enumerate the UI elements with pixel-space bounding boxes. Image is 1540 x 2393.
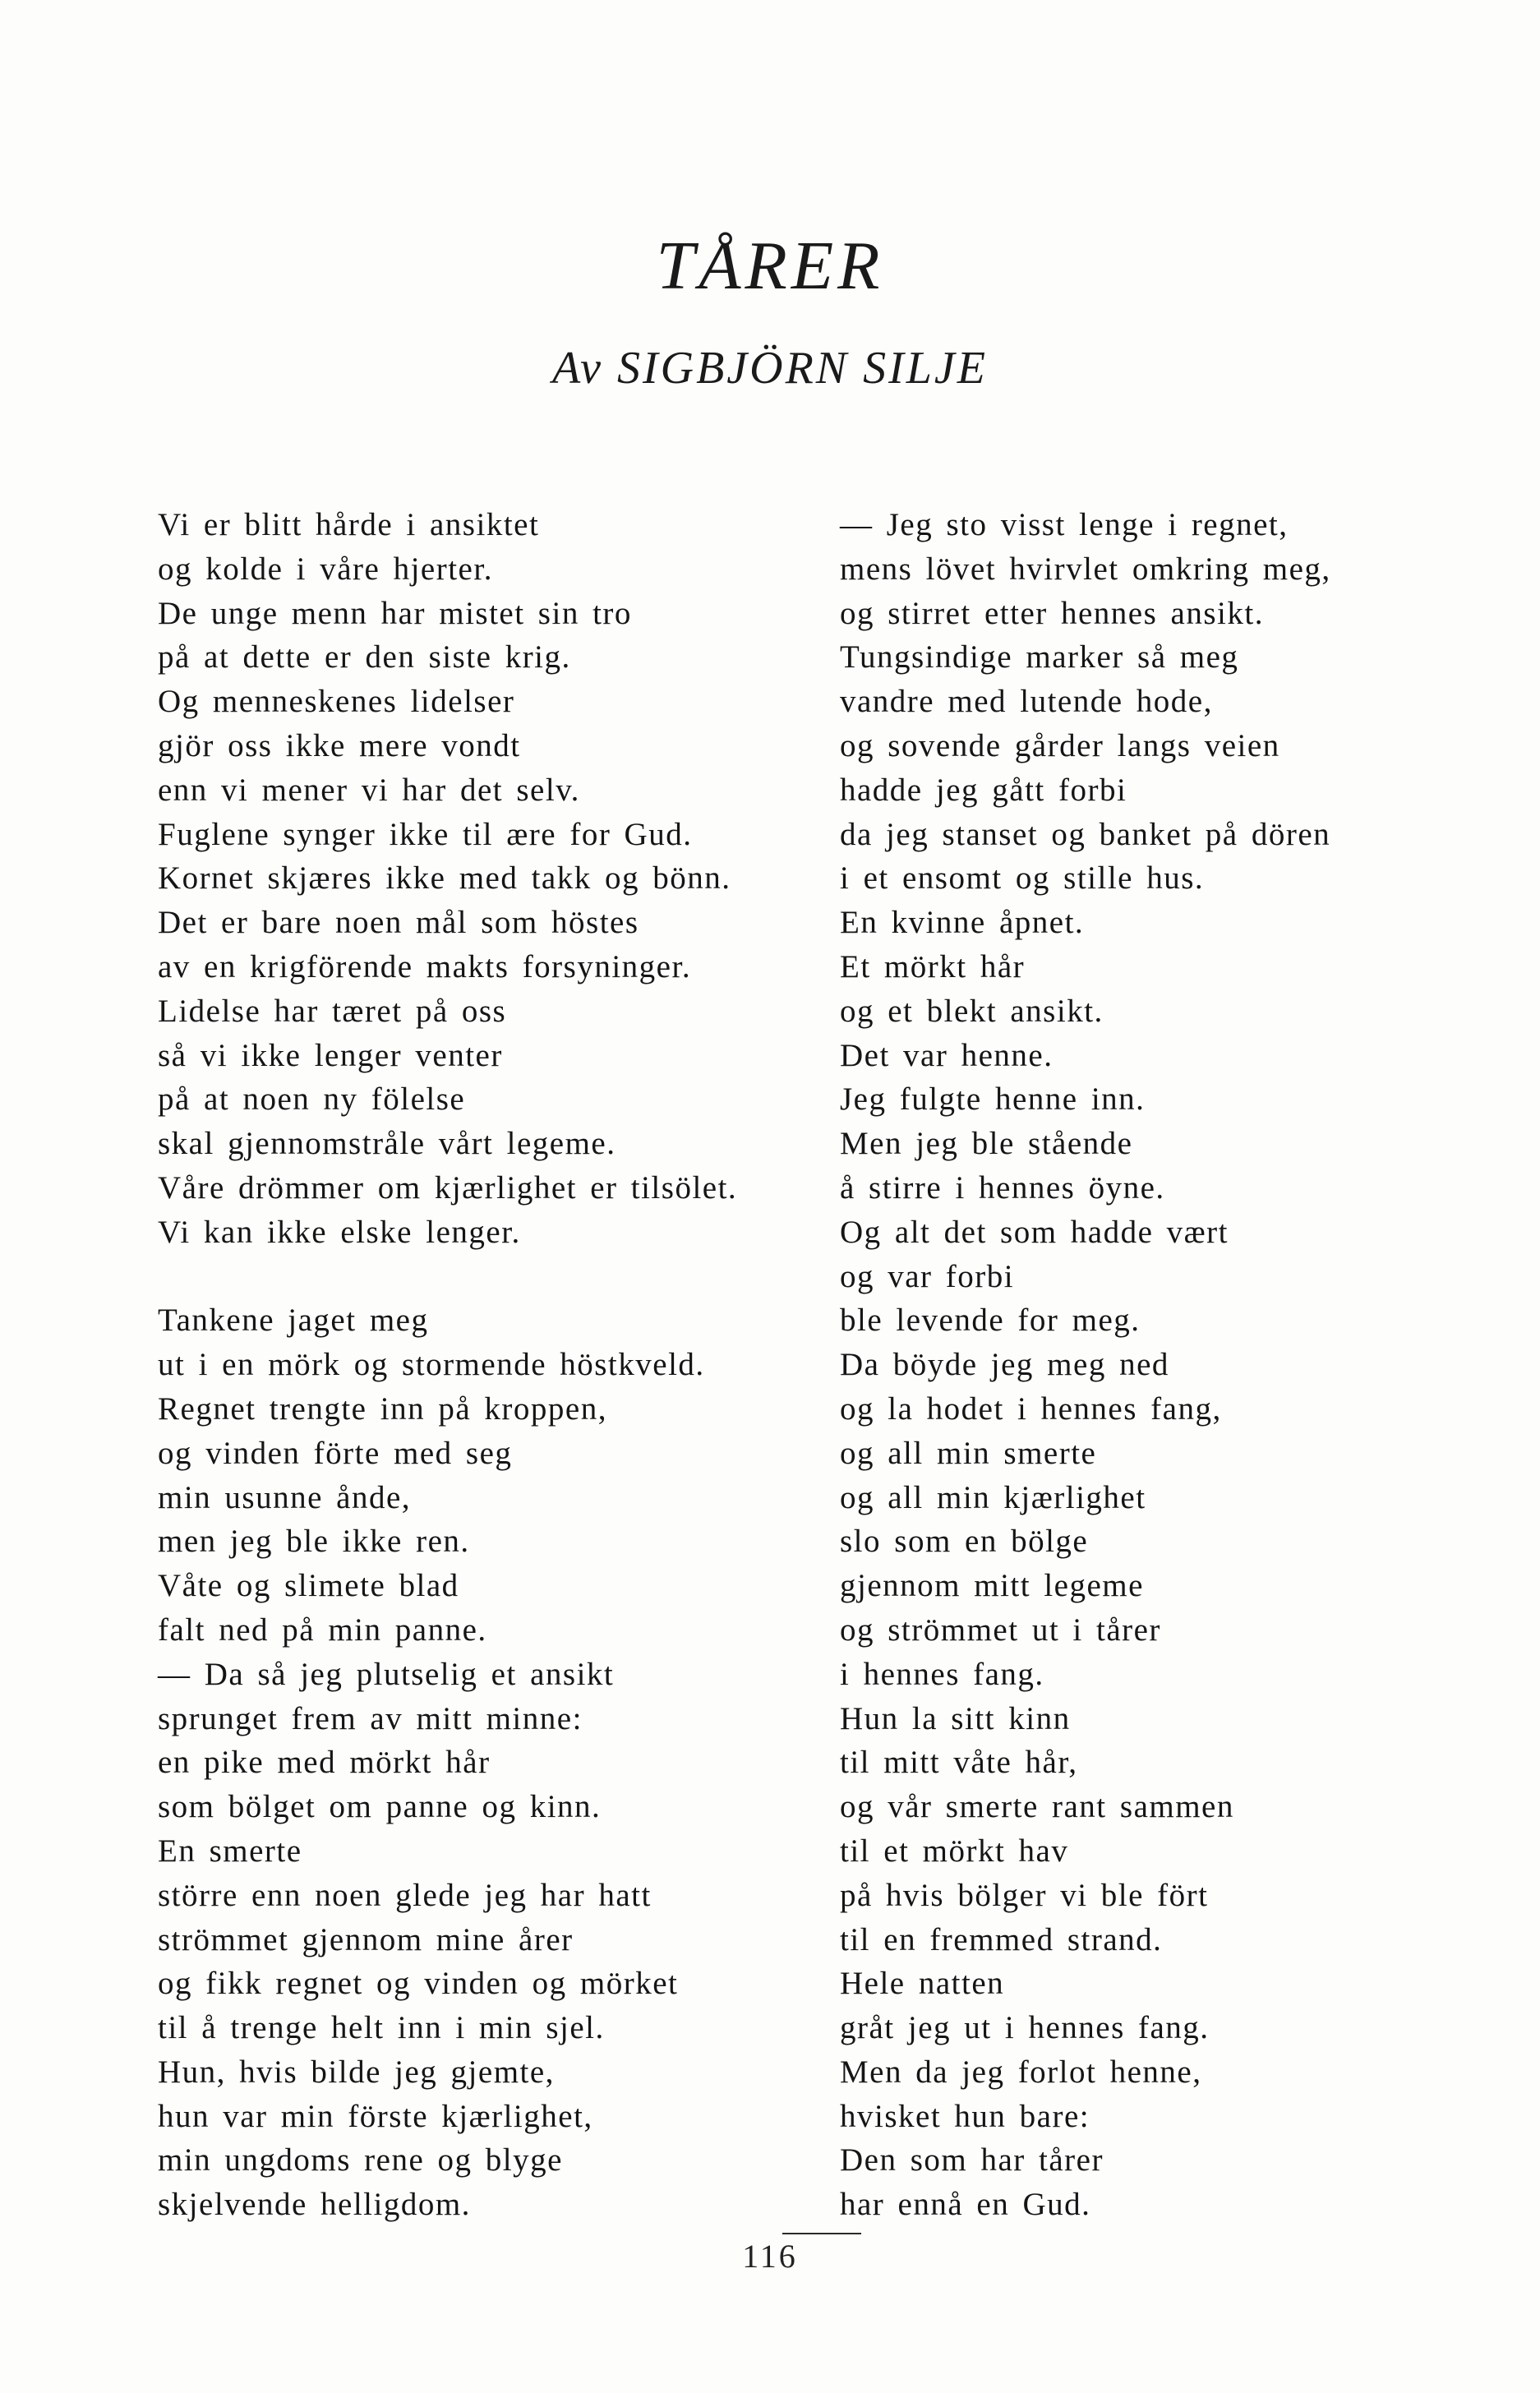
poem-line: min usunne ånde,: [158, 1479, 412, 1515]
poem-line: falt ned på min panne.: [158, 1611, 487, 1648]
poem-line: og kolde i våre hjerter.: [158, 551, 493, 587]
poem-line: Det er bare noen mål som höstes: [158, 905, 639, 941]
poem-line: Da böyde jeg meg ned: [840, 1347, 1169, 1383]
poem-line: i hennes fang.: [840, 1656, 1044, 1692]
poem-line: til et mörkt hav: [840, 1833, 1069, 1869]
poem-line: Våre drömmer om kjærlighet er tilsölet.: [158, 1169, 738, 1206]
poem-line: i et ensomt og stille hus.: [840, 860, 1205, 897]
poem-line: og strömmet ut i tårer: [840, 1611, 1161, 1648]
poem-line: og fikk regnet og vinden og mörket: [158, 1966, 679, 2002]
poem-line: til å trenge helt inn i min sjel.: [158, 2010, 605, 2046]
poem-line: hvisket hun bare:: [840, 2098, 1090, 2134]
poem-line: Den som har tårer: [840, 2142, 1104, 2179]
poem-line: De unge menn har mistet sin tro: [158, 595, 632, 631]
poem-line: av en krigförende makts forsyninger.: [158, 948, 692, 984]
poem-line: og vår smerte rant sammen: [840, 1789, 1234, 1825]
poem-line: enn vi mener vi har det selv.: [158, 772, 580, 808]
poem-line: Det var henne.: [840, 1037, 1054, 1073]
poem-line: på at noen ny fölelse: [158, 1081, 466, 1118]
stanza-break: [158, 1255, 832, 1299]
poem-right-column: [840, 503, 1497, 2227]
poem-line: — Da så jeg plutselig et ansikt: [158, 1656, 615, 1692]
poem-line: Fuglene synger ikke til ære for Gud.: [158, 816, 693, 852]
page-number: 116: [742, 2238, 798, 2275]
poem-line: men jeg ble ikke ren.: [158, 1524, 470, 1560]
poem-line: vandre med lutende hode,: [840, 684, 1213, 720]
poem-line: Vi er blitt hårde i ansiktet: [158, 507, 540, 542]
poem-line: mens lövet hvirvlet omkring meg,: [840, 551, 1331, 587]
poem-line: Vi kan ikke elske lenger.: [158, 1214, 521, 1250]
poem-line: har ennå en Gud.: [840, 2187, 1091, 2223]
poem-line: Hun la sitt kinn: [840, 1700, 1071, 1736]
poem-line: da jeg stanset og banket på dören: [840, 816, 1331, 852]
poem-line: ut i en mörk og stormende höstkveld.: [158, 1347, 705, 1383]
poem-line: og et blekt ansikt.: [840, 993, 1104, 1029]
poem-line: skal gjennomstråle vårt legeme.: [158, 1126, 616, 1162]
poem-line: Jeg fulgte henne inn.: [840, 1081, 1146, 1118]
poem-line: og vinden förte med seg: [158, 1435, 513, 1471]
poem-line: å stirre i hennes öyne.: [840, 1169, 1165, 1206]
poem-line: hadde jeg gått forbi: [840, 772, 1127, 808]
poem-line: — Jeg sto visst lenge i regnet,: [840, 507, 1289, 542]
page-number-rule: [782, 2233, 861, 2234]
poem-line: gjör oss ikke mere vondt: [158, 727, 521, 763]
poem-line: Kornet skjæres ikke med takk og bönn.: [158, 860, 731, 897]
poem-line: og all min kjærlighet: [840, 1479, 1146, 1515]
poem-line: Og menneskenes lidelser: [158, 684, 515, 720]
poem-line: Tungsindige marker så meg: [840, 639, 1239, 675]
poem-line: Tankene jaget meg: [158, 1303, 429, 1339]
poem-line: til mitt våte hår,: [840, 1745, 1078, 1781]
poem-line: En smerte: [158, 1833, 302, 1869]
poem-line: og var forbi: [840, 1258, 1015, 1294]
poem-line: til en fremmed strand.: [840, 1921, 1163, 1957]
poem-line: Regnet trengte inn på kroppen,: [158, 1390, 607, 1427]
poem-line: gråt jeg ut i hennes fang.: [840, 2010, 1210, 2046]
poem-line: på hvis bölger vi ble fört: [840, 1877, 1209, 1913]
poem-line: på at dette er den siste krig.: [158, 639, 571, 675]
poem-line: og stirret etter hennes ansikt.: [840, 595, 1264, 631]
poem-line: som bölget om panne og kinn.: [158, 1789, 602, 1825]
poem-line: skjelvende helligdom.: [158, 2187, 471, 2223]
poem-line: Hun, hvis bilde jeg gjemte,: [158, 2054, 555, 2090]
poem-line: hun var min förste kjærlighet,: [158, 2098, 593, 2134]
poem-line: en pike med mörkt hår: [158, 1745, 491, 1781]
poem-left-column: [158, 503, 832, 2227]
poem-line: Et mörkt hår: [840, 948, 1026, 984]
poem-line: og all min smerte: [840, 1435, 1097, 1471]
poem-line: Lidelse har tæret på oss: [158, 993, 507, 1029]
poem-line: sprunget frem av mitt minne:: [158, 1700, 583, 1736]
poem-line: strömmet gjennom mine årer: [158, 1921, 574, 1957]
poem-line: slo som en bölge: [840, 1524, 1089, 1560]
poem-title: TÅRER: [656, 228, 884, 304]
poem-line: Men jeg ble stående: [840, 1126, 1133, 1162]
poem-byline: Av SIGBJÖRN SILJE: [552, 343, 988, 394]
poem-line: Hele natten: [840, 1966, 1005, 2002]
poem-line: min ungdoms rene og blyge: [158, 2142, 563, 2179]
poem-line: större enn noen glede jeg har hatt: [158, 1877, 652, 1913]
poem-line: En kvinne åpnet.: [840, 905, 1085, 941]
poem-line: gjennom mitt legeme: [840, 1568, 1144, 1604]
poem-line: ble levende for meg.: [840, 1303, 1141, 1339]
poem-line: så vi ikke lenger venter: [158, 1037, 503, 1073]
poem-line: Og alt det som hadde vært: [840, 1214, 1229, 1250]
poem-line: og la hodet i hennes fang,: [840, 1390, 1222, 1427]
poem-line: og sovende gårder langs veien: [840, 727, 1280, 763]
poem-line: Men da jeg forlot henne,: [840, 2054, 1202, 2090]
poem-line: Våte og slimete blad: [158, 1568, 459, 1604]
